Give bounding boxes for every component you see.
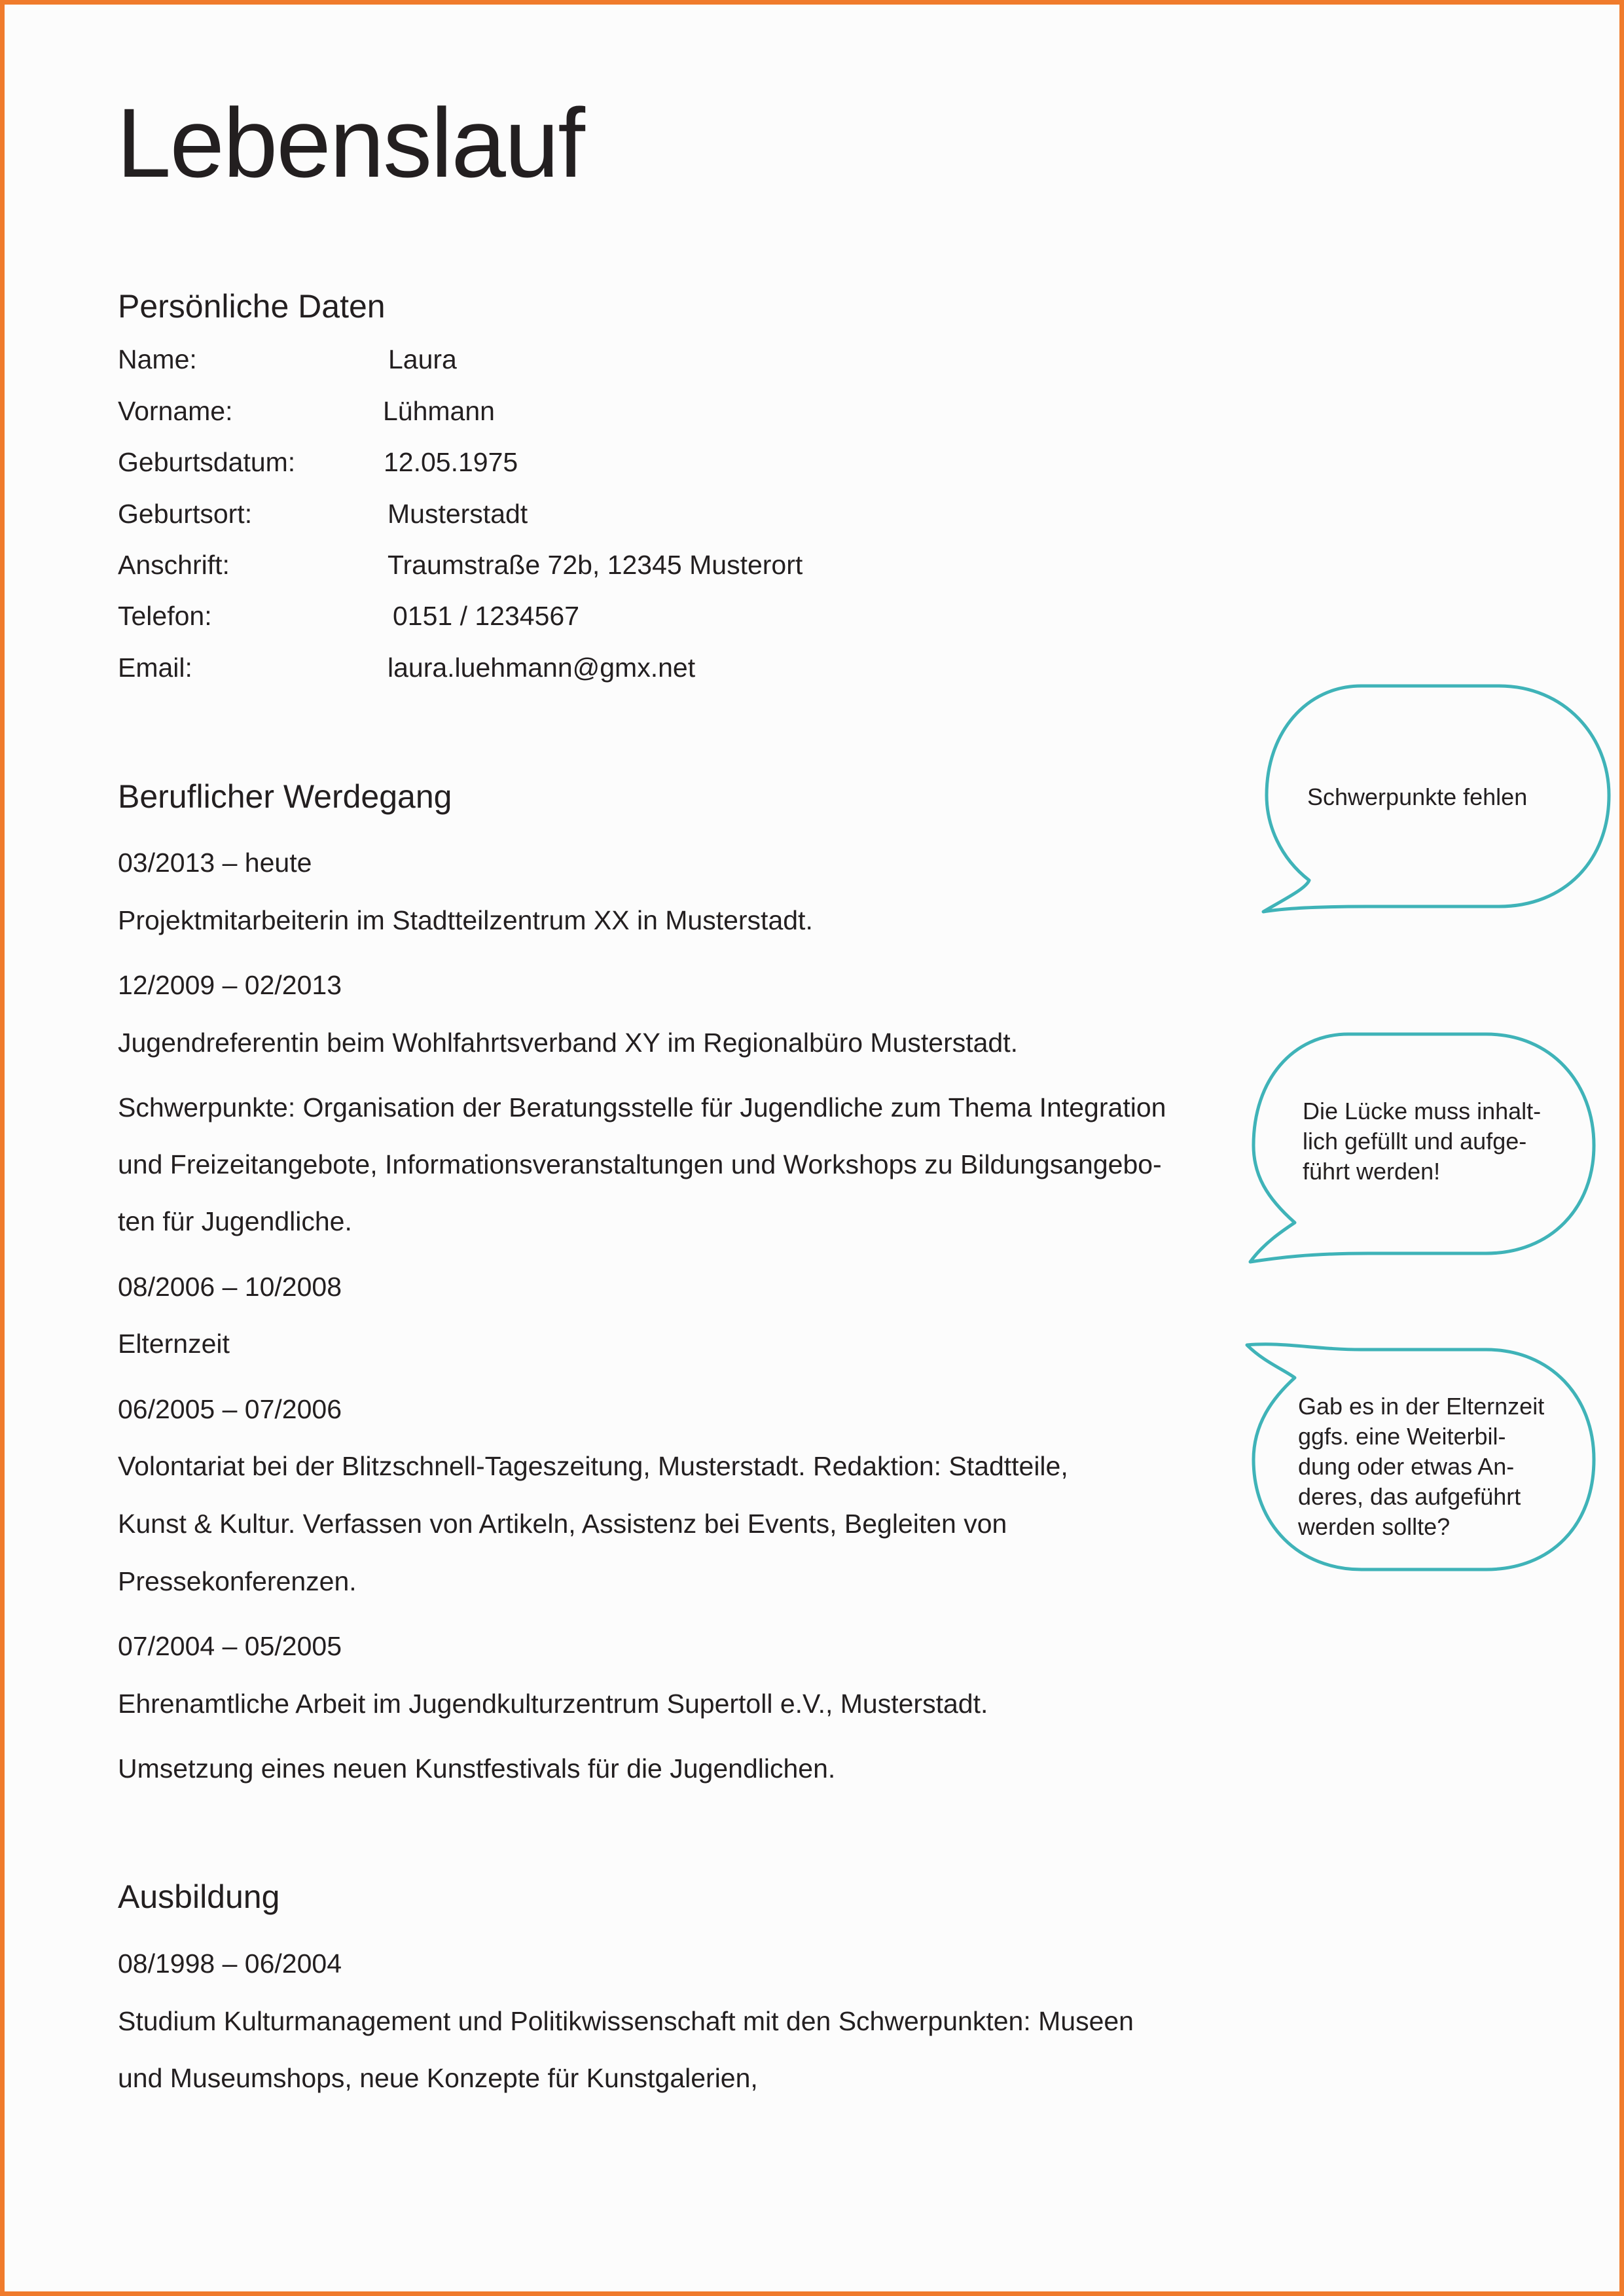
career-date: 06/2005 – 07/2006 bbox=[118, 1394, 342, 1424]
value-anschrift: Traumstraße 72b, 12345 Musterort bbox=[388, 550, 803, 580]
career-date: 12/2009 – 02/2013 bbox=[118, 970, 342, 1000]
value-name: Laura bbox=[388, 344, 457, 374]
career-text: Projektmitarbeiterin im Stadtteilzentrum XX in Musterstadt. bbox=[118, 905, 813, 935]
section-heading-career: Beruflicher Werdegang bbox=[118, 778, 452, 815]
career-date: 03/2013 – heute bbox=[118, 848, 312, 878]
label-name: Name: bbox=[118, 344, 197, 374]
comment-text-2: Die Lücke muss inhalt- lich gefüllt und aufge- führt werden! bbox=[1303, 1098, 1542, 1185]
career-text: Jugendreferentin beim Wohlfahrtsverband XY im Regionalbüro Musterstadt. bbox=[118, 1028, 1019, 1058]
label-email: Email: bbox=[118, 653, 192, 683]
comment-text-1: Schwerpunkte fehlen bbox=[1307, 783, 1528, 810]
label-geburtsort: Geburtsort: bbox=[118, 499, 253, 529]
career-date: 07/2004 – 05/2005 bbox=[118, 1631, 342, 1661]
career-text: Ehrenamtliche Arbeit im Jugendkulturzentrum Supertoll e.V., Musterstadt. bbox=[118, 1689, 988, 1719]
career-text: Pressekonferenzen. bbox=[118, 1566, 357, 1596]
value-telefon: 0151 / 1234567 bbox=[393, 601, 579, 631]
education-date: 08/1998 – 06/2004 bbox=[118, 1948, 342, 1979]
value-email: laura.luehmann@gmx.net bbox=[388, 653, 696, 683]
education-text: und Museumshops, neue Konzepte für Kunstgalerien, bbox=[118, 2063, 758, 2093]
career-text: Umsetzung eines neuen Kunstfestivals für die Jugendlichen. bbox=[118, 1753, 836, 1784]
education-text: Studium Kulturmanagement und Politikwissenschaft mit den Schwerpunkten: Museen bbox=[118, 2006, 1134, 2036]
label-telefon: Telefon: bbox=[118, 601, 212, 631]
career-text: ten für Jugendliche. bbox=[118, 1206, 352, 1236]
career-text: Elternzeit bbox=[118, 1329, 230, 1359]
label-geburtsdatum: Geburtsdatum: bbox=[118, 447, 296, 477]
section-heading-personal: Persönliche Daten bbox=[118, 288, 386, 325]
label-vorname: Vorname: bbox=[118, 396, 233, 426]
value-geburtsort: Musterstadt bbox=[388, 499, 528, 529]
career-text: Schwerpunkte: Organisation der Beratungsstelle für Jugendliche zum Thema Integration bbox=[118, 1092, 1166, 1122]
document-title: Lebenslauf bbox=[117, 88, 584, 198]
value-geburtsdatum: 12.05.1975 bbox=[384, 447, 518, 477]
value-vorname: Lühmann bbox=[383, 396, 495, 426]
career-text: Kunst & Kultur. Verfassen von Artikeln, Assistenz bei Events, Begleiten von bbox=[118, 1509, 1007, 1539]
career-text: und Freizeitangebote, Informationsveranstaltungen und Workshops zu Bildungsangebo- bbox=[118, 1149, 1162, 1179]
career-date: 08/2006 – 10/2008 bbox=[118, 1272, 342, 1302]
label-anschrift: Anschrift: bbox=[118, 550, 230, 580]
career-text: Volontariat bei der Blitzschnell-Tageszeitung, Musterstadt. Redaktion: Stadtteile, bbox=[118, 1451, 1068, 1481]
comment-text-3: Gab es in der Elternzeit ggfs. eine Weiterbil- dung oder etwas An- deres, das aufgeführt werden sollte? bbox=[1298, 1393, 1545, 1540]
section-heading-education: Ausbildung bbox=[118, 1878, 280, 1915]
